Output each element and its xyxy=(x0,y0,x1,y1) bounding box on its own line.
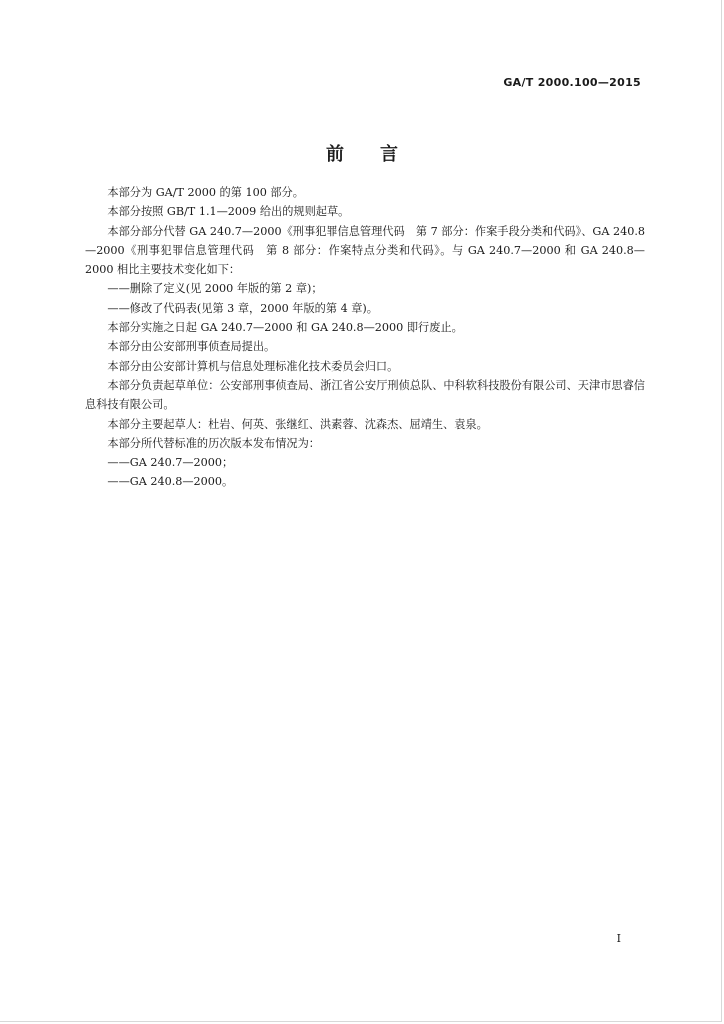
list-item-change-definitions: ——删除了定义(见 2000 年版的第 2 章)； xyxy=(107,282,323,296)
list-item-version-ga-240-8: ——GA 240.8—2000。 xyxy=(107,475,234,489)
paragraph-version-history: 本部分所代替标准的历次版本发布情况为： xyxy=(107,436,320,450)
paragraph-replacement: 本部分部分代替 GA 240.7—2000《刑事犯罪信息管理代码 第 7 部分：作案手段分类和代码》、GA 240.8—2000《刑事犯罪信息管理代码 第 8 部分：作案特点分类和代码》。与 GA 240.7—2000 和 GA 240.8—2000 相比主要技术变化如下： xyxy=(85,224,645,277)
list-item-version-ga-240-7: ——GA 240.7—2000； xyxy=(107,456,234,470)
paragraph-drafting-rules: 本部分按照 GB/T 1.1—2009 给出的规则起草。 xyxy=(107,205,350,219)
standard-code: GA/T 2000.100—2015 xyxy=(503,76,641,89)
paragraph-drafters: 本部分主要起草人：杜岩、何英、张继红、洪素蓉、沈森杰、屈靖生、袁泉。 xyxy=(107,417,488,431)
paragraph-part-number: 本部分为 GA/T 2000 的第 100 部分。 xyxy=(107,186,304,199)
paragraph-proposed-by: 本部分由公安部刑事侦查局提出。 xyxy=(107,340,276,354)
paragraph-drafting-units: 本部分负责起草单位：公安部刑事侦查局、浙江省公安厅刑侦总队、中科软科技股份有限公司、天津市思睿信息科技有限公司。 xyxy=(85,378,645,412)
page-number: I xyxy=(616,932,621,945)
paragraph-centralized-by: 本部分由公安部计算机与信息处理标准化技术委员会归口。 xyxy=(107,359,399,373)
page-title: 前言 xyxy=(326,144,434,165)
paragraph-abolition: 本部分实施之日起 GA 240.7—2000 和 GA 240.8—2000 即行废止。 xyxy=(107,321,463,335)
foreword-body xyxy=(85,183,645,492)
list-item-change-code-table: ——修改了代码表(见第 3 章，2000 年版的第 4 章)。 xyxy=(107,301,378,315)
